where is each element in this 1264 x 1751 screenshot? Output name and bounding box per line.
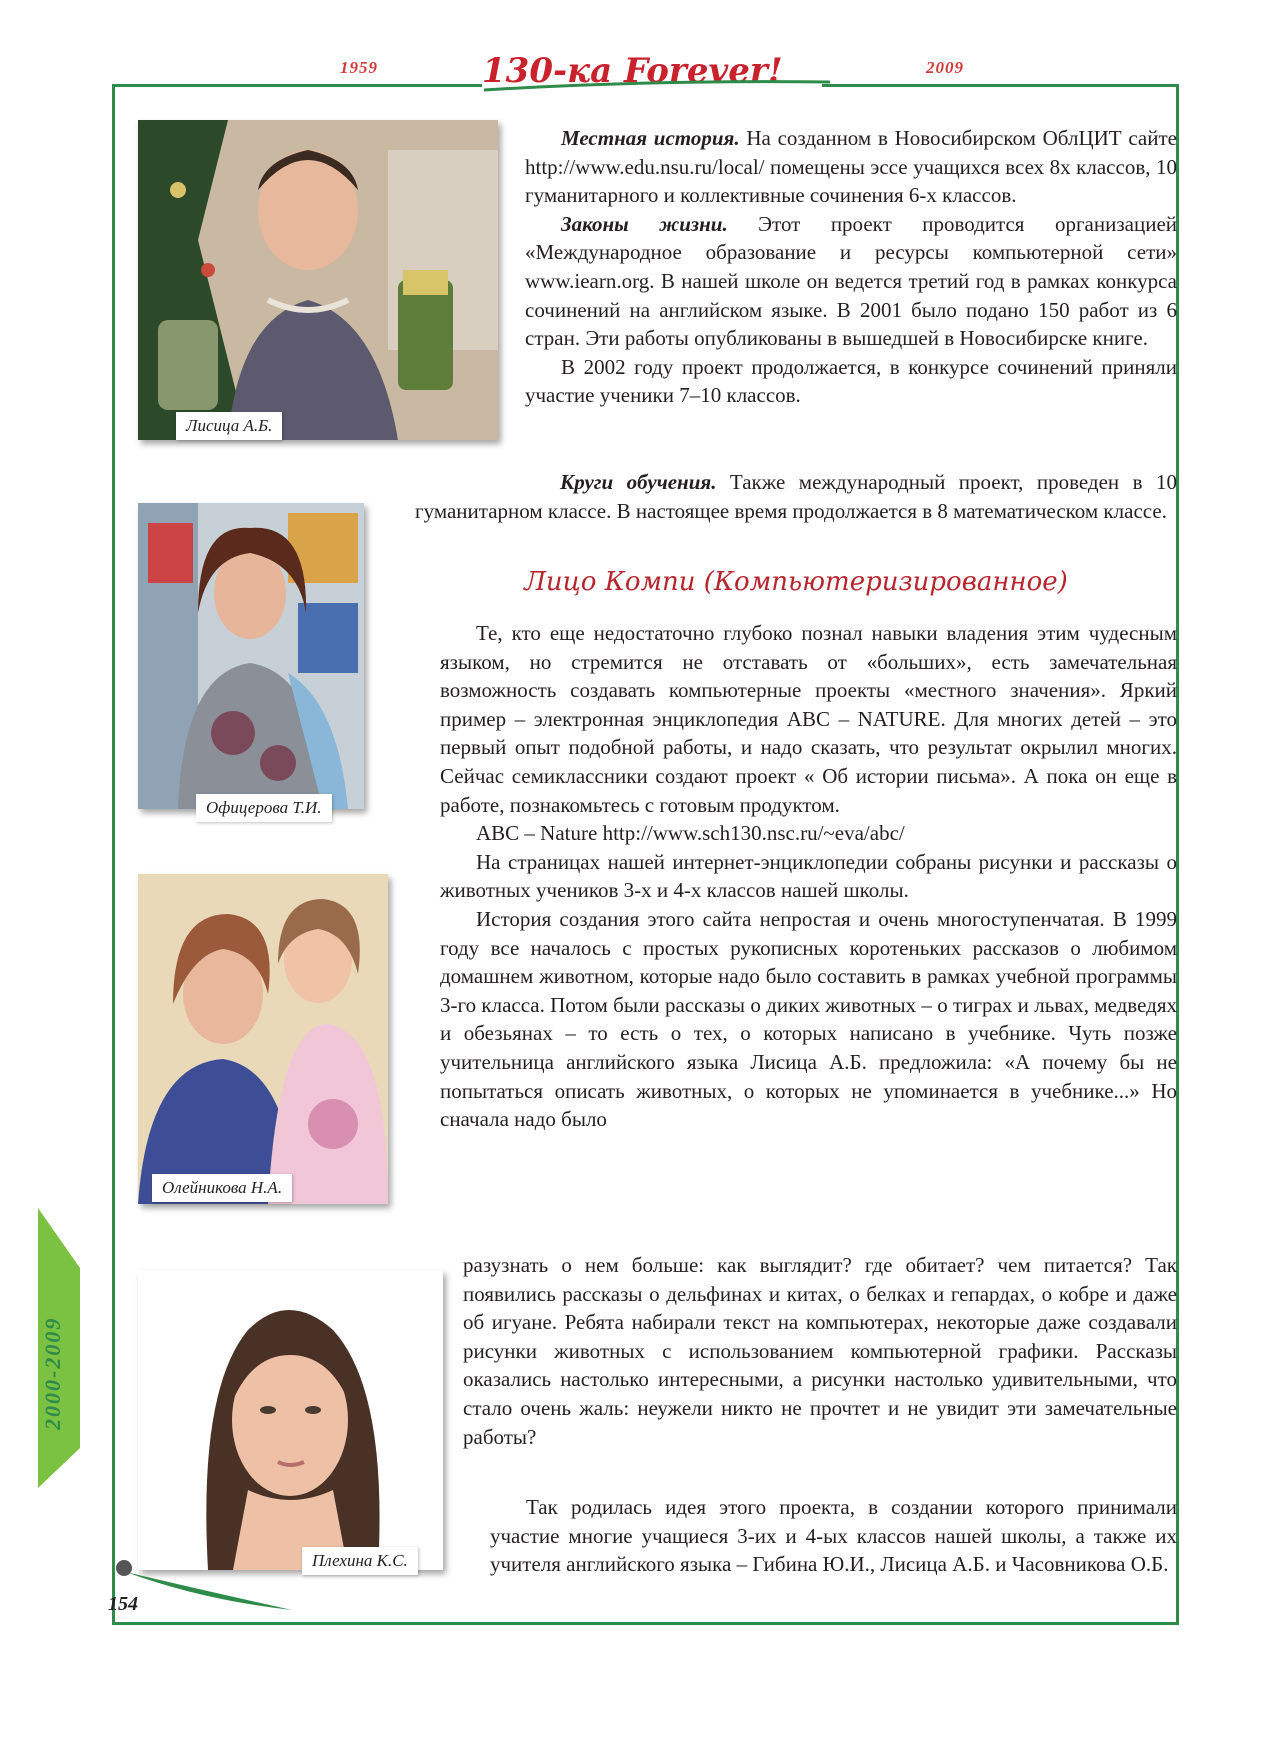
paragraph-text: Также международный проект, проведен в 10 гуманитарном классе. В настоящее время продолжается в 8 математическом классе. bbox=[415, 470, 1178, 523]
section-paragraph: История создания этого сайта непростая и очень многоступенчатая. В 1999 году все началось с простых рукописных коротеньких рассказов о любимом домашнем животном, которые надо было составить в рамках учебной программы 3-го класса. Потом были рассказы о диких животных – о тиграх и львах, медведях и обезьянах – то есть о тех, о которых написано в учебнике. Чуть позже учительница английского языка Лисица А.Б. предложила: «А почему бы не попытаться описать животных, о которых не упоминается в учебнике...» Но сначала надо было bbox=[440, 906, 1177, 1132]
section-paragraph-url: ABC – Nature http://www.sch130.nsc.ru/~eva/abc/ bbox=[476, 821, 905, 846]
page-corner-swoosh bbox=[112, 1560, 292, 1620]
header-rule-right bbox=[822, 84, 1178, 87]
photo-caption: Офицерова Т.И. bbox=[196, 794, 332, 822]
section-paragraph: На страницах нашей интернет-энциклопедии собраны рисунки и рассказы о животных учеников 3-х и 4-х классов нашей школы. bbox=[440, 849, 1177, 903]
paragraph-lead: Круги обучения. bbox=[560, 470, 717, 494]
paragraph-2002 bbox=[525, 353, 1177, 410]
frame-left-line bbox=[112, 84, 115, 1624]
photo-ofitserova-image bbox=[138, 503, 364, 809]
section-block-bottom bbox=[490, 1493, 1177, 1579]
header-year-end: 2009 bbox=[926, 58, 964, 77]
section-title: Лицо Компи (Компьютеризированное) bbox=[524, 567, 1068, 597]
intro-block-top bbox=[525, 124, 1177, 410]
paragraph-local-history bbox=[525, 124, 1177, 210]
photo-plekhina bbox=[138, 1270, 443, 1570]
page-number: 154 bbox=[108, 1593, 138, 1615]
paragraph-text: В 2002 году проект продолжается, в конкурсе сочинений приняли участие ученики 7–10 классов. bbox=[525, 354, 1177, 408]
header-rule-left bbox=[112, 84, 482, 87]
header-year-start: 1959 bbox=[340, 58, 378, 77]
section-paragraph: Так родилась идея этого проекта, в создании которого принимали участие многие учащиеся 3-их и 4-ых классов нашей школы, а также их учителя английского языка – Гибина Ю.И., Лисица А.Б. и Часовникова О.Б. bbox=[490, 1495, 1177, 1577]
section-paragraph: Те, кто еще недостаточно глубоко познал навыки владения этим чудесным языком, но стремится не отставать от «больших», есть замечательная возможность создавать компьютерные проекты «местного значения». Яркий пример – электронная энциклопедия ABC – NATURE. Для многих детей – это первый опыт подобной работы, и надо сказать, что результат окрылил многих. Сейчас семиклассники создают проект « Об истории письма». А пока он еще в работе, познакомьтесь с готовым продуктом. bbox=[440, 621, 1177, 817]
section-paragraph: разузнать о нем больше: как выглядит? где обитает? чем питается? Так появились рассказы о дельфинах и китах, о белках и гепардах, о кобре и даже об игуане. Ребята набирали текст на компьютерах, некоторые даже создавали рисунки животных с использованием компьютерной графики. Рассказы оказались настолько интересными, а рисунки настолько удивительными, что стало очень жаль: неужели никто не прочтет и не увидит эти замечательные работы? bbox=[463, 1253, 1177, 1449]
section-block-lower bbox=[463, 1251, 1177, 1451]
header-title-text: 130-ка Forever! bbox=[482, 51, 783, 91]
photo-plekhina-image bbox=[138, 1270, 443, 1570]
paragraph-text: На созданном в Новосибирском ОблЦИТ сайте http://www.edu.nsu.ru/local/ помещены эссе учащихся всех 8х классов, 10 гуманитарного и коллективные сочинения 6-х классов. bbox=[525, 126, 1177, 208]
header-title bbox=[478, 36, 838, 96]
photo-oleynikova bbox=[138, 874, 388, 1204]
intro-block-circles bbox=[415, 468, 1177, 525]
paragraph-laws-of-life bbox=[525, 210, 1177, 353]
photo-caption: Плехина К.С. bbox=[302, 1547, 418, 1575]
paragraph-lead: Местная история. bbox=[561, 126, 740, 150]
photo-ofitserova bbox=[138, 503, 364, 809]
photo-oleynikova-image bbox=[138, 874, 388, 1204]
frame-bottom-line bbox=[112, 1622, 1179, 1625]
section-block-main bbox=[440, 619, 1177, 1134]
paragraph-lead: Законы жизни. bbox=[561, 211, 728, 236]
paragraph-learning-circles bbox=[415, 468, 1177, 525]
photo-lisitsa-image bbox=[138, 120, 498, 440]
side-label: 2000-2009 bbox=[40, 1316, 65, 1430]
photo-caption: Лисица А.Б. bbox=[176, 412, 282, 440]
header-title-graphic bbox=[478, 36, 838, 96]
photo-caption: Олейникова Н.А. bbox=[152, 1174, 292, 1202]
photo-lisitsa bbox=[138, 120, 498, 440]
paragraph-text: Этот проект проводится организацией «Международное образование и ресурсы компьютерной сети» www.iearn.org. В нашей школе он ведется третий год в рамках конкурса сочинений на английском языке. В 2001 было подано 150 работ из 6 стран. Эти работы опубликованы в вышедшей в Новосибирске книге. bbox=[525, 211, 1178, 351]
